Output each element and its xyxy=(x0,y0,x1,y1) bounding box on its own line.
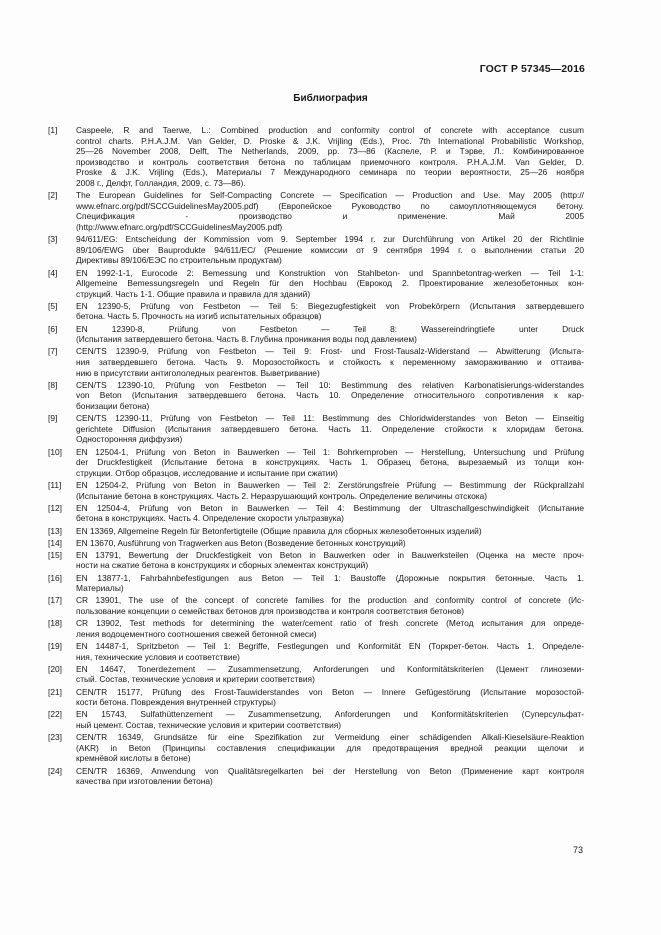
reference-line: ния, технические условия и соответствие) xyxy=(76,651,240,662)
reference-line: EN 12504-4, Prüfung von Beton in Bauwerken — Teil 4: Bestimmung der Ultraschallgeschwindigkeit (Испытание xyxy=(76,502,584,513)
reference-number: [9] xyxy=(48,413,58,424)
reference-number: [14] xyxy=(48,537,62,548)
reference-number: [22] xyxy=(48,709,62,720)
reference-number: [15] xyxy=(48,549,62,560)
reference-line: Caspeele, R and Taerwe, L.: Combined production and conformity control of concrete with acceptance cusum xyxy=(76,125,584,135)
reference-line: EN 13791, Bewertung der Druckfestigkeit von Beton in Bauwerken oder in Bauwerksteilen (Оценка на месте проч- xyxy=(76,549,584,560)
reference-item xyxy=(48,664,584,685)
reference-number: [6] xyxy=(48,323,58,334)
reference-line: www.efnarc.org/pdf/SCCGuidelinesMay2005.pdf) (Европейское Руководство по самоуплотняющемуся бетону. xyxy=(76,200,584,211)
reference-text xyxy=(76,503,584,524)
reference-line: der Druckfestigkeit (Испытание бетона в конструкциях. Часть 1. Образец бетона, вырезаемый из толщи кон- xyxy=(76,457,584,468)
reference-item xyxy=(48,413,584,445)
reference-text xyxy=(76,595,584,616)
reference-text xyxy=(76,664,584,685)
reference-text xyxy=(76,480,584,501)
reference-item xyxy=(48,687,584,708)
reference-line: Материалы) xyxy=(76,583,124,594)
reference-text xyxy=(76,324,584,345)
reference-text xyxy=(76,526,584,537)
reference-line: control charts. P.H.A.J.M. Van Gelder, D. Proske & J.K. Vrijling (Eds.), Proc. 7th International Probabilistic Workshop, xyxy=(76,135,584,146)
reference-line: EN 1992-1-1, Eurocode 2: Bemessung und Konstruktion von Stahlbeton- und Spannbetontrag-werken — Teil 1-1: xyxy=(76,267,584,278)
reference-item xyxy=(48,190,584,232)
reference-item xyxy=(48,595,584,616)
reference-number: [13] xyxy=(48,525,62,536)
reference-text xyxy=(76,709,584,730)
reference-line: ния затвердевшего бетона. Часть 9. Морозостойкость и стойкость к переменному замораживанию и оттаива- xyxy=(76,357,584,368)
reference-line: CEN/TS 12390-11, Prüfung von Festbeton — Teil 11: Bestimmung des Chloridwiderstandes von Beton — Einseitig xyxy=(76,413,584,424)
reference-text xyxy=(76,538,584,549)
reference-text xyxy=(76,301,584,322)
reference-item xyxy=(48,766,584,787)
reference-line: Спецификация - производство и применение. Май 2005 xyxy=(76,211,584,222)
reference-number: [16] xyxy=(48,572,62,583)
reference-text xyxy=(76,346,584,378)
reference-line: стый. Состав, технические условия и критерии соответствия) xyxy=(76,674,315,685)
reference-number: [12] xyxy=(48,502,62,513)
reference-line: производство и контроль соответствия бетона по таблицам приемочного контроля. P.H.A.J.M. Van Gelder, D. xyxy=(76,156,584,167)
reference-number: [7] xyxy=(48,346,58,357)
reference-line: бонизации бетона) xyxy=(76,401,150,411)
reference-text xyxy=(76,234,584,266)
reference-number: [24] xyxy=(48,765,62,776)
reference-item xyxy=(48,526,584,537)
reference-line: EN 14487-1, Spritzbeton — Teil 1: Begriffe, Festlegungen und Konformität EN (Торкрет-бетон. Часть 1. Определе- xyxy=(76,641,584,651)
reference-line: von Beton (Испытания затвердевшего бетона. Часть 10. Определение относительного сопротивления к кар- xyxy=(76,390,584,401)
reference-number: [4] xyxy=(48,267,58,278)
reference-text xyxy=(76,687,584,708)
reference-line: пользование концепции о семействах бетонов для производства и контроля соответствия бетонов) xyxy=(76,606,464,617)
reference-line: ный цемент. Состав, технические условия и критерии соответствия) xyxy=(76,719,342,730)
reference-line: EN 12504-2, Prüfung von Beton in Bauwerken — Teil 2: Zerstörungsfreie Prüfung — Bestimmung der Rückprallzahl xyxy=(76,479,584,490)
reference-text xyxy=(76,766,584,787)
reference-line: EN 13670, Ausführung von Tragwerken aus Beton (Возведение бетонных конструкций) xyxy=(76,537,406,548)
reference-number: [19] xyxy=(48,641,62,651)
reference-line: CEN/TR 16369, Anwendung von Qualitätsregelkarten bei der Herstellung von Beton (Применение карт контроля xyxy=(76,765,584,776)
reference-text xyxy=(76,413,584,445)
reference-line: качества при изготовлении бетона) xyxy=(76,776,213,787)
reference-line: CEN/TS 12390-10, Prüfung von Festbeton — Teil 10: Bestimmung des relativen Karbonatisierungs-widerstandes xyxy=(76,379,584,390)
reference-line: Proske & J.K. Vrijling (Eds.), Материалы 7 Международного семинара по теории вероятности, 25—26 ноября xyxy=(76,167,584,178)
reference-line: CR 13902, Test methods for determining the water/cement ratio of fresh concrete (Метод испытания для опреде- xyxy=(76,618,584,629)
reference-item xyxy=(48,480,584,501)
reference-text xyxy=(76,732,584,764)
reference-text xyxy=(76,641,584,662)
page-number: 73 xyxy=(572,845,583,855)
reference-number: [1] xyxy=(48,125,58,135)
reference-number: [11] xyxy=(48,479,62,490)
reference-line: струкции. Отбор образцов, исследование и испытание при сжатии) xyxy=(76,467,338,478)
reference-number: [2] xyxy=(48,190,58,201)
reference-item xyxy=(48,346,584,378)
reference-number: [21] xyxy=(48,686,62,697)
bibliography-list xyxy=(48,125,584,788)
reference-text xyxy=(76,447,584,479)
reference-item xyxy=(48,732,584,764)
reference-item xyxy=(48,380,584,412)
reference-item xyxy=(48,538,584,549)
reference-text xyxy=(76,550,584,571)
reference-line: CEN/TS 12390-9, Prüfung von Festbeton — Teil 9: Frost- und Frost-Tausalz-Widerstand — Abwitterung (Испыта- xyxy=(76,346,584,357)
reference-number: [5] xyxy=(48,300,58,311)
reference-line: 94/611/EG: Entscheidung der Kommission vom 9. September 1994 r. zur Durchführung von Artikel 20 der Richtlinie xyxy=(76,234,584,245)
reference-line: нию в присутствии антигололедных реагентов. Выветривание) xyxy=(76,367,320,378)
reference-line: Односторонняя диффузия) xyxy=(76,434,183,445)
reference-line: Директивы 89/106/ЕЭС по строительным продуктам) xyxy=(76,255,282,266)
reference-line: струкций. Часть 1-1. Общие правила и правила для зданий) xyxy=(76,288,311,299)
reference-line: кремнёвой кислоты в бетоне) xyxy=(76,753,191,764)
reference-item xyxy=(48,641,584,662)
reference-line: CEN/TR 15177, Prüfung des Frost-Tauwiderstandes von Beton — Innere Gefügestörung (Испытание морозостой- xyxy=(76,686,584,697)
reference-text xyxy=(76,190,584,232)
reference-item xyxy=(48,618,584,639)
reference-line: кости бетона. Повреждения внутренней структуры) xyxy=(76,697,276,708)
reference-text xyxy=(76,125,584,189)
reference-item xyxy=(48,125,584,189)
reference-line: 89/106/EWG über Bauprodukte 94/611/EC/ (Решение комиссии от 9 сентября 1994 г. о выполнении статьи 20 xyxy=(76,244,584,255)
reference-number: [17] xyxy=(48,595,62,606)
reference-line: EN 13877-1, Fahrbahnbefestigungen aus Beton — Teil 1: Baustoffe (Дорожные покрытия бетонные. Часть 1. xyxy=(76,572,584,583)
reference-item xyxy=(48,234,584,266)
reference-number: [3] xyxy=(48,234,58,245)
reference-number: [8] xyxy=(48,379,58,390)
reference-line: (Испытания затвердевшего бетона. Часть 8. Глубина проникания воды под давлением) xyxy=(76,334,417,345)
reference-item xyxy=(48,503,584,524)
reference-line: gerichtete Diffusion (Испытания затвердевшего бетона. Часть 11. Определение стойкости к хлоридам бетона. xyxy=(76,423,584,434)
standard-designation: ГОСТ Р 57345—2016 xyxy=(479,63,585,75)
reference-line: EN 12390-8, Prüfung von Festbeton — Teil 8: Wassereindringtiefe unter Druck xyxy=(76,323,584,334)
reference-item xyxy=(48,573,584,594)
reference-line: (http://www.efnarc.org/pdf/SCCGuidelinesMay2005.pdf) xyxy=(76,221,283,232)
reference-line: 25—26 November 2008, Delft, The Netherlands, 2009, pp. 73—86 (Каспеле, Р. и Тэрве, Л.: Комбинированное xyxy=(76,146,584,157)
reference-number: [20] xyxy=(48,663,62,674)
reference-text xyxy=(76,618,584,639)
reference-text xyxy=(76,268,584,300)
reference-line: (AKR) in Beton (Принципы составления спецификации для предотвращения вредной реакции щелочи и xyxy=(76,742,584,753)
section-title: Библиография xyxy=(293,93,368,104)
reference-line: EN 13369, Allgemeine Regeln für Betonfertigteile (Общие правила для сборных железобетонных изделий) xyxy=(76,525,482,536)
reference-line: (Испытание бетона в конструкциях. Часть 2. Неразрушающий контроль. Определение величины отскока) xyxy=(76,490,488,501)
reference-line: The European Guidelines for Self-Compacting Concrete — Specification — Production and Use. May 2005 (http:// xyxy=(76,190,584,201)
reference-item xyxy=(48,709,584,730)
reference-line: EN 12390-5, Prüfung von Festbeton — Teil 5: Biegezugfestigkeit von Probekörpern (Испытания затвердевшего xyxy=(76,300,584,311)
reference-line: EN 15743, Sulfathüttenzement — Zusammensetzung, Anforderungen und Konformitätskriterien (Суперсульфат- xyxy=(76,709,584,720)
reference-line: ности на сжатие бетона в конструкциях и сборных элементах конструкций) xyxy=(76,560,369,571)
reference-line: EN 14647, Tonerdezement — Zusammensetzung, Anforderungen und Konformitätskriterien (Цемент глиноземи- xyxy=(76,663,584,674)
reference-line: EN 12504-1, Prüfung von Beton in Bauwerken — Teil 1: Bohrkernproben — Herstellung, Untersuchung und Prüfung xyxy=(76,446,584,457)
reference-line: бетона. Часть 5. Прочность на изгиб испытательных образцов) xyxy=(76,311,322,322)
reference-text xyxy=(76,573,584,594)
reference-line: 2008 г., Делфт, Голландия, 2009, с. 73—86). xyxy=(76,177,246,188)
reference-line: бетона в конструкциях. Часть 4. Определение скорости ультразвука) xyxy=(76,513,344,524)
reference-item xyxy=(48,268,584,300)
reference-item xyxy=(48,550,584,571)
reference-line: Allgemeine Bemessungsregeln und Regeln für den Hochbau (Еврокод 2. Проектирование железобетонных кон- xyxy=(76,278,584,289)
reference-item xyxy=(48,447,584,479)
reference-item xyxy=(48,301,584,322)
reference-text xyxy=(76,380,584,412)
reference-number: [10] xyxy=(48,446,62,457)
reference-item xyxy=(48,324,584,345)
reference-number: [18] xyxy=(48,618,62,629)
reference-number: [23] xyxy=(48,732,62,743)
reference-line: CEN/TR 16349, Grundsätze für eine Spezifikation zur Vermeidung einer schädigenden Alkali-Kieselsäure-Reaktion xyxy=(76,732,584,743)
reference-line: CR 13901, The use of the concept of concrete families for the production and conformity control of concrete (Ис- xyxy=(76,595,584,606)
reference-line: ления водоцементного соотношения свежей бетонной смеси) xyxy=(76,628,317,639)
